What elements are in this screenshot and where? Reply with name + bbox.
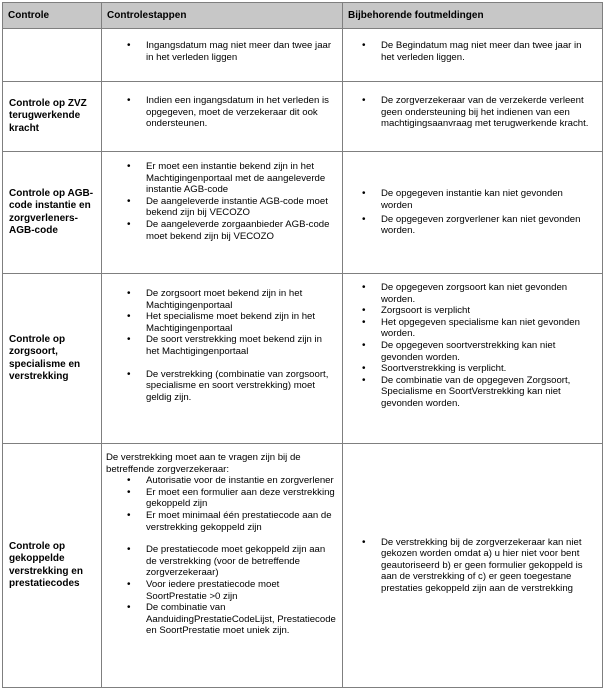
list-item: • De combinatie van AanduidingPrestatieCodeLijst, Prestatiecode en SoortPrestatie moet uniek zijn. xyxy=(102,602,336,637)
row-label xyxy=(3,29,102,82)
row-label: Controle op ZVZ terugwerkende kracht xyxy=(3,82,102,152)
list-item: • De verstrekking (combinatie van zorgsoort, specialisme en soort verstrekking) moet geldig zijn. xyxy=(102,369,336,404)
row-label: Controle op AGB- code instantie en zorgverleners-AGB-code xyxy=(3,152,102,274)
row-label: Controle op gekoppelde verstrekking en prestatiecodes xyxy=(3,444,102,688)
list-item: • Er moet minimaal één prestatiecode aan de verstrekking gekoppeld zijn xyxy=(102,510,336,533)
header-controlestappen: Controlestappen xyxy=(102,3,343,29)
list-item: • Ingangsdatum mag niet meer dan twee jaar in het verleden liggen xyxy=(102,40,336,63)
list-item: • De zorgsoort moet bekend zijn in het Machtigingenportaal xyxy=(102,288,336,311)
row-label: Controle op zorgsoort, specialisme en verstrekking xyxy=(3,274,102,444)
list-item: • De aangeleverde instantie AGB-code moet bekend zijn bij VECOZO xyxy=(102,196,336,219)
errors-cell xyxy=(343,152,603,274)
steps-intro: De verstrekking moet aan te vragen zijn bij de betreffende zorgverzekeraar: xyxy=(106,452,301,475)
list-item: • Er moet een formulier aan deze verstrekking gekoppeld zijn xyxy=(102,487,336,510)
list-item: • De Begindatum mag niet meer dan twee jaar in het verleden liggen. xyxy=(343,40,596,63)
errors-cell xyxy=(343,444,603,688)
steps-cell xyxy=(102,274,343,444)
list-item: • De opgegeven soortverstrekking kan niet gevonden worden. xyxy=(343,340,596,363)
table-row xyxy=(3,274,603,444)
list-item: • Er moet een instantie bekend zijn in het Machtigingenportaal met de aangeleverde instantie AGB-code xyxy=(102,161,336,196)
header-controle: Controle xyxy=(3,3,102,29)
steps-cell xyxy=(102,444,343,688)
list-item: • De verstrekking bij de zorgverzekeraar kan niet gekozen worden omdat a) u hier niet voor bent geautoriseerd b) er geen formulier gekoppeld is aan de verstrekking of c) er geen toegestane prestaties gekoppeld zijn aan de verstrekking xyxy=(343,537,596,595)
errors-cell xyxy=(343,29,603,82)
list-item: • De prestatiecode moet gekoppeld zijn aan de verstrekking (voor de betreffende zorgverzekeraar) xyxy=(102,544,336,579)
table-row xyxy=(3,444,603,688)
table-row xyxy=(3,82,603,152)
header-foutmeldingen: Bijbehorende foutmeldingen xyxy=(343,3,603,29)
list-item: • Voor iedere prestatiecode moet SoortPrestatie >0 zijn xyxy=(102,579,336,602)
list-item: • Autorisatie voor de instantie en zorgverlener xyxy=(102,475,336,487)
list-item: • De opgegeven zorgverlener kan niet gevonden worden. xyxy=(343,214,596,237)
list-item: • De opgegeven zorgsoort kan niet gevonden worden. xyxy=(343,282,596,305)
errors-cell xyxy=(343,82,603,152)
steps-cell xyxy=(102,82,343,152)
errors-cell xyxy=(343,274,603,444)
table-row xyxy=(3,152,603,274)
list-item: • Indien een ingangsdatum in het verleden is opgegeven, moet de verzekeraar dit ook ondersteunen. xyxy=(102,95,336,130)
list-item: • De zorgverzekeraar van de verzekerde verleent geen ondersteuning bij het indienen van een machtigingsaanvraag met terugwerkende kracht. xyxy=(343,95,596,130)
steps-cell xyxy=(102,29,343,82)
list-item: • De opgegeven instantie kan niet gevonden worden xyxy=(343,188,596,211)
list-item: • Het specialisme moet bekend zijn in het Machtigingenportaal xyxy=(102,311,336,334)
list-item: • Het opgegeven specialisme kan niet gevonden worden. xyxy=(343,317,596,340)
table-row xyxy=(3,29,603,82)
table-header-row xyxy=(3,3,603,29)
list-item: • Soortverstrekking is verplicht. xyxy=(343,363,596,375)
list-item: • De aangeleverde zorgaanbieder AGB-code moet bekend zijn bij VECOZO xyxy=(102,219,336,242)
steps-cell xyxy=(102,152,343,274)
list-item: • Zorgsoort is verplicht xyxy=(343,305,596,317)
validation-table xyxy=(2,2,603,688)
list-item: • De soort verstrekking moet bekend zijn in het Machtigingenportaal xyxy=(102,334,336,357)
list-item: • De combinatie van de opgegeven Zorgsoort, Specialisme en SoortVerstrekking kan niet gevonden worden. xyxy=(343,375,596,410)
